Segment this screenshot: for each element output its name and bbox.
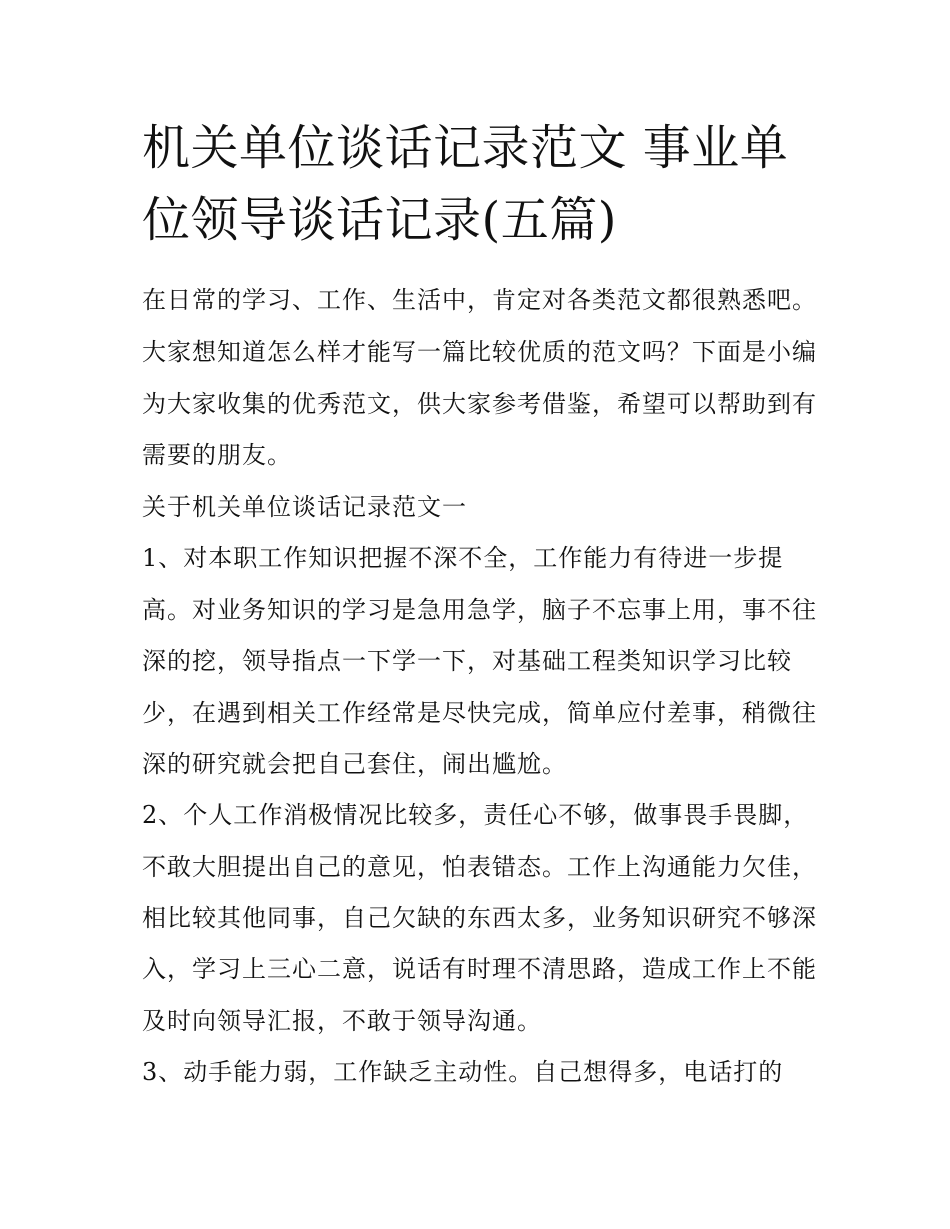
item-2-line: 及时向领导汇报，不敢于领导沟通。 bbox=[142, 1007, 542, 1035]
intro-line: 大家想知道怎么样才能写一篇比较优质的范文吗？下面是小编 bbox=[142, 338, 817, 366]
item-2-line: 入，学习上三心二意，说话有时理不清思路，造成工作上不能 bbox=[142, 955, 817, 983]
item-2-line: 相比较其他同事，自己欠缺的东西太多，业务知识研究不够深 bbox=[142, 904, 817, 932]
item-1-line: 深的挖，领导指点一下学一下，对基础工程类知识学习比较 bbox=[142, 647, 792, 675]
item-2-line: 2、个人工作消极情况比较多，责任心不够，做事畏手畏脚， bbox=[142, 801, 809, 829]
title-line-2: 位领导谈话记录(五篇) bbox=[142, 192, 617, 248]
item-2-line: 不敢大胆提出自己的意见，怕表错态。工作上沟通能力欠佳， bbox=[142, 853, 817, 881]
item-1-line: 高。对业务知识的学习是急用急学，脑子不忘事上用，事不往 bbox=[142, 596, 817, 624]
intro-line: 为大家收集的优秀范文，供大家参考借鉴，希望可以帮助到有 bbox=[142, 390, 817, 418]
item-3-line: 3、动手能力弱，工作缺乏主动性。自己想得多，电话打的 bbox=[142, 1058, 784, 1086]
item-1-line: 少，在遇到相关工作经常是尽快完成，简单应付差事，稍微往 bbox=[142, 699, 817, 727]
item-1-line: 1、对本职工作知识把握不深不全，工作能力有待进一步提 bbox=[142, 544, 784, 572]
intro-line: 在日常的学习、工作、生活中，肯定对各类范文都很熟悉吧。 bbox=[142, 286, 817, 314]
section-heading: 关于机关单位谈话记录范文一 bbox=[142, 493, 467, 521]
item-1-line: 深的研究就会把自己套住，闹出尴尬。 bbox=[142, 750, 567, 778]
document-title bbox=[142, 112, 832, 256]
intro-line: 需要的朋友。 bbox=[142, 441, 292, 469]
title-line-1: 机关单位谈话记录范文 事业单 bbox=[142, 120, 789, 176]
